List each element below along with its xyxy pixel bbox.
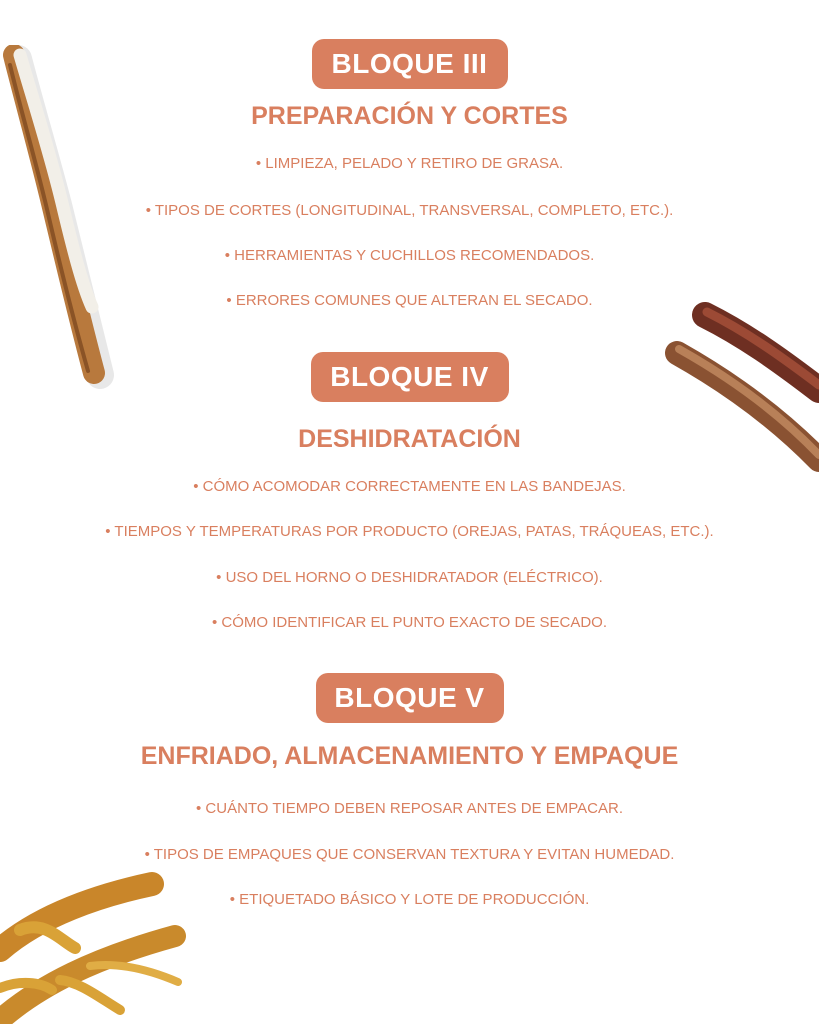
list-item: • CÓMO IDENTIFICAR EL PUNTO EXACTO DE SECADO. bbox=[211, 614, 608, 631]
list-item: • LIMPIEZA, PELADO Y RETIRO DE GRASA. bbox=[255, 155, 564, 172]
block-title: DESHIDRATACIÓN bbox=[298, 425, 521, 453]
bully-sticks-image bbox=[655, 285, 819, 485]
block-badge: BLOQUE V bbox=[316, 673, 504, 723]
list-item: • CUÁNTO TIEMPO DEBEN REPOSAR ANTES DE EMPACAR. bbox=[195, 800, 623, 817]
list-item: • TIPOS DE CORTES (LONGITUDINAL, TRANSVERSAL, COMPLETO, ETC.). bbox=[145, 202, 674, 219]
block-badge: BLOQUE IV bbox=[311, 352, 509, 402]
block-title: ENFRIADO, ALMACENAMIENTO Y EMPAQUE bbox=[140, 742, 679, 770]
list-item: • ERRORES COMUNES QUE ALTERAN EL SECADO. bbox=[226, 292, 593, 309]
list-item: • USO DEL HORNO O DESHIDRATADOR (ELÉCTRICO). bbox=[216, 569, 603, 586]
list-item: • HERRAMIENTAS Y CUCHILLOS RECOMENDADOS. bbox=[224, 247, 595, 264]
list-item: • TIEMPOS Y TEMPERATURAS POR PRODUCTO (OREJAS, PATAS, TRÁQUEAS, ETC.). bbox=[105, 523, 714, 540]
list-item: • ETIQUETADO BÁSICO Y LOTE DE PRODUCCIÓN. bbox=[229, 891, 590, 908]
list-item: • TIPOS DE EMPAQUES QUE CONSERVAN TEXTURA Y EVITAN HUMEDAD. bbox=[144, 846, 675, 863]
block-title: PREPARACIÓN Y CORTES bbox=[251, 102, 568, 130]
block-badge: BLOQUE III bbox=[312, 39, 508, 89]
list-item: • CÓMO ACOMODAR CORRECTAMENTE EN LAS BANDEJAS. bbox=[193, 478, 626, 495]
